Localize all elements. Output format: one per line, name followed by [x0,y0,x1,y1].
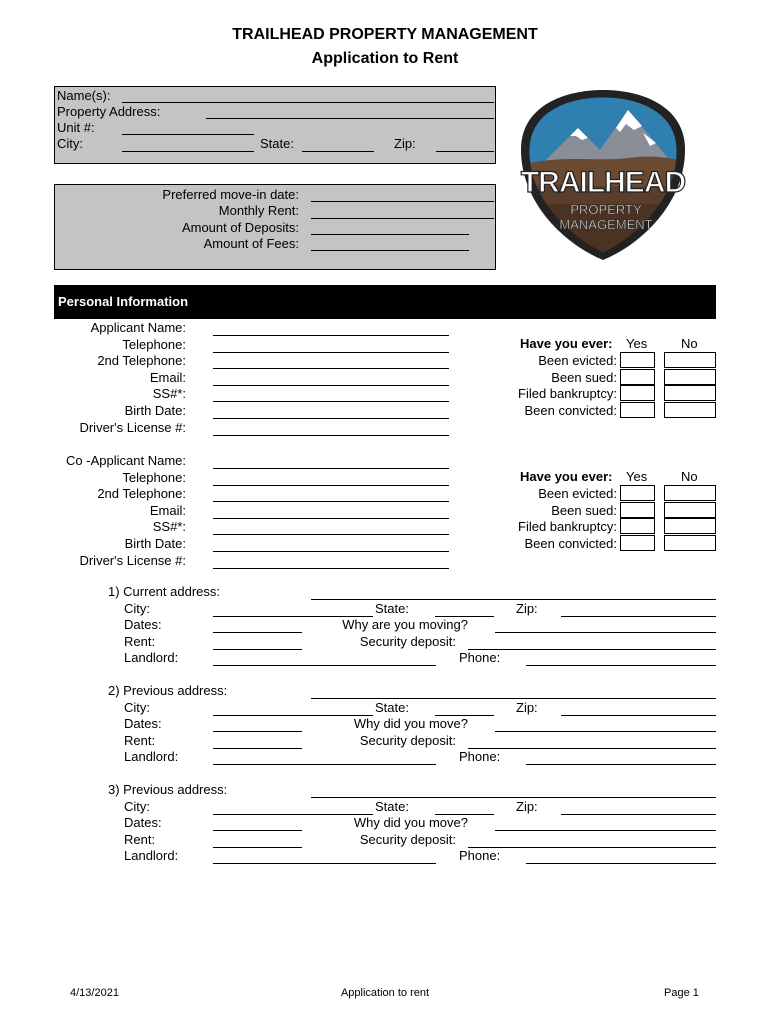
address-2-deposit-label: Security deposit: [359,732,456,748]
coapplicant-yes-header: Yes [626,469,648,484]
address-1-title: 1) Current address: [108,584,220,599]
coapplicant-no-checkbox[interactable] [664,518,716,534]
company-title: TRAILHEAD PROPERTY MANAGEMENT [232,26,538,43]
address-3-zip-label: Zip: [516,798,538,814]
coapplicant-no-header: No [681,469,698,484]
move-in-label: Preferred move-in date: [162,187,299,202]
address-3-landlord-label: Landlord: [124,848,179,863]
address-2-landlord-label: Landlord: [124,749,179,764]
fees-field[interactable] [311,250,469,251]
applicant-field[interactable] [213,385,449,386]
applicant-question-label: Been evicted: [538,353,617,368]
address-1-rent-field[interactable] [213,649,302,650]
monthly-rent-field[interactable] [311,218,494,219]
applicant-question-label: Been sued: [551,369,617,385]
applicant-no-checkbox[interactable] [664,352,716,368]
applicant-yes-checkbox[interactable] [620,385,655,401]
move-in-field[interactable] [311,201,494,202]
address-2-landlord-field[interactable] [213,764,436,765]
address-1-dates-label: Dates: [124,617,162,632]
applicant-no-checkbox[interactable] [664,385,716,401]
address-1-city-label: City: [124,600,150,616]
coapplicant-have-you-ever: Have you ever: [520,469,613,484]
address-3-state-label: State: [375,798,409,814]
applicant-yes-checkbox[interactable] [620,369,655,385]
coapplicant-yes-checkbox[interactable] [620,518,655,534]
monthly-rent-label: Monthly Rent: [218,203,299,218]
address-3-phone-label: Phone: [459,848,501,863]
property-address-label: Property Address: [57,104,161,119]
address-1-state-label: State: [375,600,409,616]
applicant-field[interactable] [213,418,449,419]
coapplicant-yes-checkbox[interactable] [620,535,655,551]
applicant-label: Driver's License #: [79,419,186,435]
applicant-field[interactable] [213,435,449,436]
applicant-field[interactable] [213,352,449,353]
applicant-no-header: No [681,336,698,351]
coapplicant-field[interactable] [213,485,449,486]
footer-date: 4/13/2021 [70,987,119,999]
address-3-dates-field[interactable] [213,830,302,831]
applicant-label: SS#*: [152,386,186,402]
coapplicant-yes-checkbox[interactable] [620,502,655,518]
coapplicant-yes-checkbox[interactable] [620,485,655,501]
coapplicant-no-checkbox[interactable] [664,502,716,518]
city-label: City: [57,136,83,151]
address-3-zip-field[interactable] [561,814,716,815]
applicant-label: 2nd Telephone: [97,353,186,369]
address-1-landlord-label: Landlord: [124,650,179,665]
applicant-label: Email: [149,369,186,385]
address-2-state-label: State: [375,699,409,715]
address-2-rent-label: Rent: [124,732,156,748]
address-1-landlord-field[interactable] [213,665,436,666]
personal-info-title: Personal Information [58,294,189,309]
property-box [54,86,496,164]
address-3-city-label: City: [124,798,150,814]
address-1-deposit-field[interactable] [468,649,716,650]
state-label: State: [260,136,294,151]
applicant-field[interactable] [213,335,449,336]
applicant-label: Birth Date: [124,403,186,418]
address-2-dates-field[interactable] [213,731,302,732]
address-2-city-label: City: [124,699,150,715]
logo-brand: TRAILHEAD [520,166,686,199]
unit-field[interactable] [122,134,254,135]
names-field[interactable] [122,102,494,103]
address-1-dates-field[interactable] [213,632,302,633]
footer-page: Page 1 [664,987,699,999]
coapplicant-question-label: Been evicted: [538,486,617,501]
zip-field[interactable] [436,151,494,152]
deposits-field[interactable] [311,234,469,235]
coapplicant-label: Telephone: [122,469,186,485]
applicant-have-you-ever: Have you ever: [520,336,613,351]
applicant-yes-header: Yes [626,336,648,351]
coapplicant-question-label: Been sued: [551,502,617,518]
address-1-deposit-label: Security deposit: [359,633,456,649]
logo-sub2: MANAGEMENT [559,217,653,232]
address-3-phone-field[interactable] [526,863,716,864]
coapplicant-no-checkbox[interactable] [664,485,716,501]
address-3-rent-label: Rent: [124,831,156,847]
form-title: Application to Rent [311,50,459,67]
address-3-rent-field[interactable] [213,847,302,848]
city-field[interactable] [122,151,254,152]
coapplicant-question-label: Been convicted: [524,535,617,551]
applicant-field[interactable] [213,368,449,369]
address-3-reason-field[interactable] [495,830,716,831]
zip-label: Zip: [394,136,416,151]
address-2-reason-field[interactable] [495,731,716,732]
address-1-zip-field[interactable] [561,616,716,617]
applicant-yes-checkbox[interactable] [620,402,655,418]
applicant-yes-checkbox[interactable] [620,352,655,368]
coapplicant-label: 2nd Telephone: [97,486,186,502]
coapplicant-field[interactable] [213,518,449,519]
coapplicant-field[interactable] [213,568,449,569]
address-3-landlord-field[interactable] [213,863,436,864]
applicant-question-label: Been convicted: [524,402,617,418]
address-3-reason-label: Why did you move? [353,815,468,830]
address-2-phone-label: Phone: [459,749,501,764]
names-label: Name(s): [57,88,111,103]
coapplicant-no-checkbox[interactable] [664,535,716,551]
address-1-phone-field[interactable] [526,665,716,666]
address-1-reason-field[interactable] [495,632,716,633]
fees-label: Amount of Fees: [203,236,299,251]
address-1-zip-label: Zip: [516,600,538,616]
coapplicant-field[interactable] [213,534,449,535]
address-2-reason-label: Why did you move? [353,716,468,731]
coapplicant-label: Birth Date: [124,536,186,551]
address-2-rent-field[interactable] [213,748,302,749]
address-1-rent-label: Rent: [124,633,156,649]
address-3-title: 3) Previous address: [108,782,228,797]
address-3-street-field[interactable] [311,797,716,798]
coapplicant-label: SS#*: [152,519,186,535]
address-2-dates-label: Dates: [124,716,162,731]
applicant-no-checkbox[interactable] [664,369,716,385]
coapplicant-field[interactable] [213,468,449,469]
trailhead-logo [518,88,688,260]
address-1-street-field[interactable] [311,599,716,600]
state-field[interactable] [302,151,374,152]
applicant-no-checkbox[interactable] [664,402,716,418]
coapplicant-field[interactable] [213,501,449,502]
logo-sub1: PROPERTY [570,202,642,217]
applicant-field[interactable] [213,401,449,402]
coapplicant-label: Co -Applicant Name: [66,453,186,468]
applicant-label: Telephone: [122,336,186,352]
address-3-dates-label: Dates: [124,815,162,830]
footer-doc-name: Application to rent [340,987,430,999]
address-2-zip-field[interactable] [561,715,716,716]
address-2-street-field[interactable] [311,698,716,699]
address-2-zip-label: Zip: [516,699,538,715]
applicant-question-label: Filed bankruptcy: [518,386,617,402]
coapplicant-field[interactable] [213,551,449,552]
deposits-label: Amount of Deposits: [181,220,299,235]
coapplicant-label: Email: [149,502,186,518]
address-1-phone-label: Phone: [459,650,501,665]
address-3-deposit-field[interactable] [468,847,716,848]
coapplicant-label: Driver's License #: [79,552,186,568]
address-1-reason-label: Why are you moving? [342,617,468,632]
address-2-deposit-field[interactable] [468,748,716,749]
unit-label: Unit #: [57,120,95,135]
coapplicant-question-label: Filed bankruptcy: [518,519,617,535]
property-address-field[interactable] [206,118,494,119]
applicant-label: Applicant Name: [90,320,186,335]
address-3-deposit-label: Security deposit: [359,831,456,847]
address-2-phone-field[interactable] [526,764,716,765]
personal-info-header [54,285,716,319]
address-2-title: 2) Previous address: [108,683,228,698]
